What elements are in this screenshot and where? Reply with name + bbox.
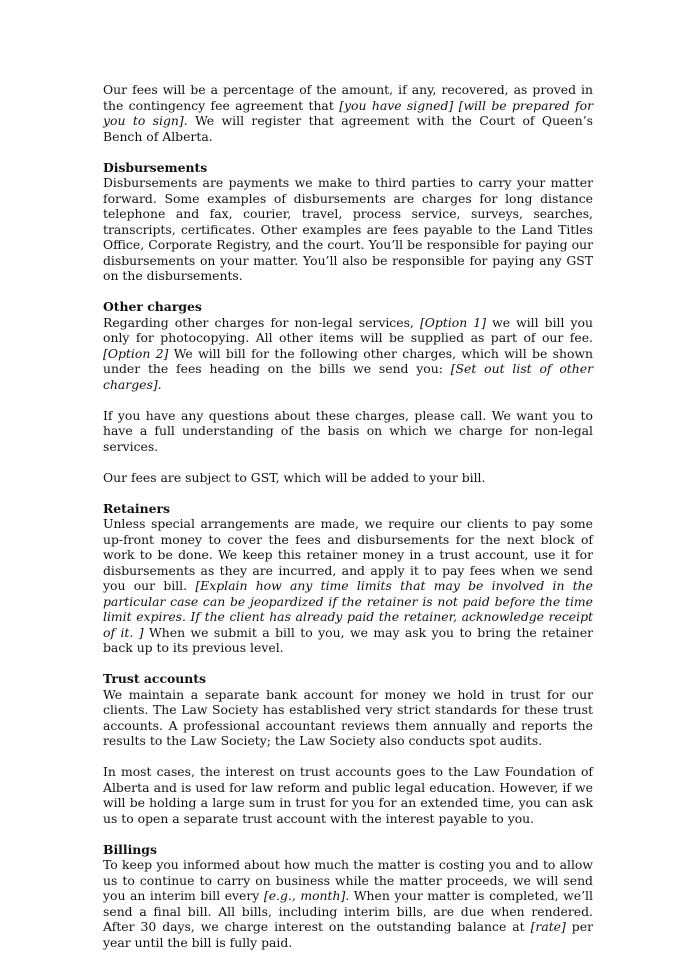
option-2-placeholder: [Option 2] — [103, 345, 169, 361]
intro-text-2: . We will register that agreement with the Court of Queen’s Bench of Alberta. — [103, 113, 593, 144]
gst-paragraph: Our fees are subject to GST, which will be added to your bill. — [103, 469, 486, 485]
retainers-placeholder: [Explain how any time limits that may be involved in the particular case can be jeopardized if the retainer is not paid before the time limit expires. If the client has already paid the retainer, acknowledge receipt of it. ] — [103, 578, 593, 640]
billings-text-3: per year until the bill is fully paid. — [103, 919, 593, 950]
other-charges-text-3: We will bill for the following other charges, which will be shown under the fees heading on the bills we send you: — [103, 345, 593, 376]
disbursements-section — [103, 160, 593, 284]
questions-paragraph: If you have any questions about these charges, please call. We want you to have a full understanding of the basis on which we charge for non-legal services. — [103, 407, 593, 454]
retainers-paragraph — [103, 516, 593, 656]
billings-text-1: To keep you informed about how much the matter is costing you and to allow us to continue to carry on business while the matter proceeds, we will send you an interim bill every — [103, 857, 593, 903]
billings-paragraph — [103, 857, 593, 950]
trust-accounts-paragraph — [103, 687, 593, 749]
intro-text-1: Our fees will be a percentage of the amount, if any, recovered, as proved in the contingency fee agreement that — [103, 82, 593, 113]
retainers-section — [103, 501, 593, 656]
retainers-text-2: When we submit a bill to you, we may ask you to bring the retainer back up to its previous level. — [103, 624, 594, 655]
other-charges-section — [103, 299, 593, 392]
billings-text-2: . When your matter is completed, we’ll send a final bill. All bills, including interim bills, are due when rendered. After 30 days, we charge interest on the outstanding balance at — [103, 888, 593, 934]
trust-interest-paragraph: In most cases, the interest on trust accounts goes to the Law Foundation of Alberta and is used for law reform and public legal education. However, if we will be holding a large sum in trust for you for an extended time, you can ask us to open a separate trust account with the interest payable to you. — [103, 764, 593, 826]
trust-accounts-text: We maintain a separate bank account for money we hold in trust for our clients. The Law Society has established very strict standards for these trust accounts. A professional accountant reviews them annually and reports the results to the Law Society; the Law Society also conducts spot audits. — [103, 686, 593, 748]
disbursements-paragraph — [103, 175, 593, 284]
other-charges-text-1: Regarding other charges for non-legal services, — [103, 314, 420, 330]
retainers-text-1: Unless special arrangements are made, we require our clients to pay some up-front money to cover the fees and disbursements for the next block of work to be done. We keep this retainer money in a trust account, use it for disbursements as they are incurred, and apply it to pay fees when we send you our bill. — [103, 516, 593, 593]
billing-period-placeholder: [e.g., month] — [263, 888, 346, 903]
trust-accounts-section — [103, 671, 593, 749]
disbursements-heading: Disbursements — [103, 159, 208, 175]
disbursements-text: Disbursements are payments we make to third parties to carry your matter forward. Some examples of disbursements are charges for long distance telephone and fax, courier, travel, process service, surveys, searches, transcripts, certificates. Other examples are fees payable to the Land Titles Office, Corporate Registry, and the court. You’ll be responsible for paying our disbursements on your matter. You’ll also be responsible for paying any GST on the disbursements. — [103, 175, 593, 283]
billings-heading: Billings — [103, 841, 157, 857]
retainers-heading: Retainers — [103, 500, 171, 516]
other-charges-paragraph — [103, 315, 593, 393]
other-charges-text-2: we will bill you only for photocopying. All other items will be supplied as part of our fee. — [103, 314, 593, 345]
intro-placeholder: [you have signed] [will be prepared for you to sign] — [103, 97, 593, 128]
trust-accounts-heading: Trust accounts — [103, 671, 206, 686]
other-charges-list-placeholder: [Set out list of other charges]. — [103, 361, 593, 392]
interest-rate-placeholder: [rate] — [530, 919, 566, 934]
option-1-placeholder: [Option 1] — [419, 314, 487, 330]
other-charges-heading: Other charges — [103, 299, 202, 314]
intro-paragraph — [103, 82, 593, 144]
billings-section — [103, 842, 593, 951]
document-page — [103, 82, 593, 966]
